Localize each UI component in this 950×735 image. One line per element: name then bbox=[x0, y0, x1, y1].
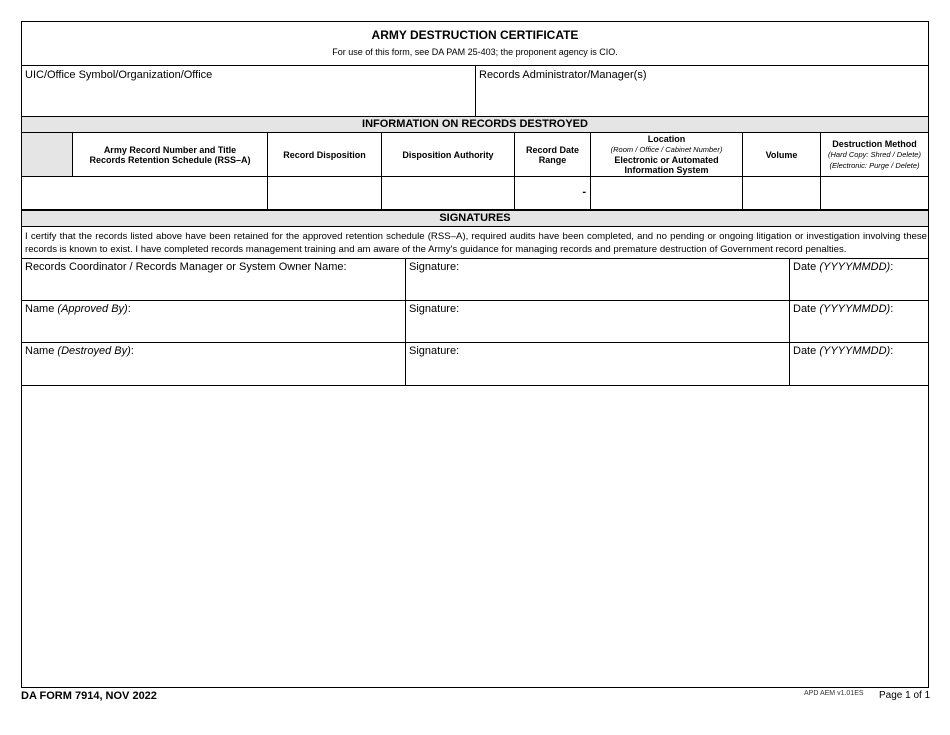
column-record-date-range-line1: Record Date bbox=[525, 144, 579, 155]
column-location-line3: Electronic or Automated bbox=[614, 155, 719, 165]
records-coordinator-name-label: Records Coordinator / Records Manager or System Owner Name: bbox=[25, 261, 347, 273]
signatures-section-heading: SIGNATURES bbox=[439, 212, 511, 224]
certification-statement: I certify that the records listed above have been retained for the approved retention schedule (RSS–A), required audits have been completed, and no pending or ongoing litigation or investigation involving these records is known to exist. I have completed records management training and am aware of the Army's guidance for managing records and premature destruction of Government record penalties. bbox=[25, 231, 927, 255]
record-number-field[interactable] bbox=[22, 177, 267, 209]
location-field[interactable] bbox=[591, 177, 742, 209]
column-location-line2: (Room / Office / Cabinet Number) bbox=[610, 145, 723, 154]
column-location-line4: Information System bbox=[624, 165, 709, 175]
date-label: Date (YYYYMMDD): bbox=[793, 345, 894, 357]
page-number: Page 1 of 1 bbox=[879, 690, 931, 701]
column-record-number-line1: Army Record Number and Title bbox=[103, 144, 237, 155]
signature-label: Signature: bbox=[409, 303, 460, 315]
approved-by-name-field[interactable] bbox=[22, 301, 405, 342]
destruction-method-field[interactable] bbox=[821, 177, 928, 209]
column-record-date-range bbox=[515, 133, 590, 176]
records-section-heading: INFORMATION ON RECORDS DESTROYED bbox=[362, 118, 588, 130]
uic-label: UIC/Office Symbol/Organization/Office bbox=[25, 69, 213, 81]
destroyed-by-date-field[interactable] bbox=[790, 343, 928, 385]
destruction-certificate-form bbox=[21, 21, 929, 688]
column-destruction-method-line1: Destruction Method bbox=[832, 138, 917, 149]
divider bbox=[22, 226, 928, 227]
column-record-number-line2: Records Retention Schedule (RSS–A) bbox=[89, 154, 251, 165]
form-title: ARMY DESTRUCTION CERTIFICATE bbox=[371, 28, 579, 42]
column-record-disposition: Record Disposition bbox=[283, 149, 366, 160]
destroyed-by-name-field[interactable] bbox=[22, 343, 405, 385]
record-disposition-field[interactable] bbox=[268, 177, 381, 209]
date-label: Date (YYYYMMDD): bbox=[793, 261, 894, 273]
destroyed-by-signature-field[interactable] bbox=[406, 343, 789, 385]
records-coordinator-date-field[interactable] bbox=[790, 259, 928, 300]
signature-label: Signature: bbox=[409, 345, 460, 357]
column-record-number bbox=[73, 133, 267, 176]
form-subtitle: For use of this form, see DA PAM 25-403; the proponent agency is CIO. bbox=[332, 47, 618, 57]
signature-label: Signature: bbox=[409, 261, 460, 273]
column-disposition-authority: Disposition Authority bbox=[402, 149, 494, 160]
record-date-range-field[interactable]: - bbox=[582, 186, 586, 198]
column-destruction-method bbox=[821, 133, 928, 176]
column-destruction-method-line2: (Hard Copy: Shred / Delete) bbox=[828, 149, 921, 159]
form-version: APD AEM v1.01ES bbox=[804, 690, 864, 697]
approved-by-name-label: Name (Approved By): bbox=[25, 303, 131, 315]
records-coordinator-signature-field[interactable] bbox=[406, 259, 789, 300]
column-volume: Volume bbox=[765, 149, 798, 160]
column-location-line1: Location bbox=[647, 134, 686, 144]
column-destruction-method-line3: (Electronic: Purge / Delete) bbox=[829, 160, 920, 170]
volume-field[interactable] bbox=[743, 177, 820, 209]
approved-by-signature-field[interactable] bbox=[406, 301, 789, 342]
date-label: Date (YYYYMMDD): bbox=[793, 303, 894, 315]
uic-field[interactable] bbox=[22, 66, 475, 116]
divider bbox=[22, 385, 928, 386]
records-admin-field[interactable] bbox=[476, 66, 928, 116]
row-label-shade bbox=[22, 133, 72, 176]
column-location bbox=[591, 133, 742, 176]
destroyed-by-name-label: Name (Destroyed By): bbox=[25, 345, 134, 357]
form-identifier: DA FORM 7914, NOV 2022 bbox=[21, 690, 157, 702]
approved-by-date-field[interactable] bbox=[790, 301, 928, 342]
column-record-date-range-line2: Range bbox=[538, 154, 567, 165]
records-coordinator-name-field[interactable] bbox=[22, 259, 405, 300]
disposition-authority-field[interactable] bbox=[382, 177, 514, 209]
records-admin-label: Records Administrator/Manager(s) bbox=[479, 69, 647, 81]
